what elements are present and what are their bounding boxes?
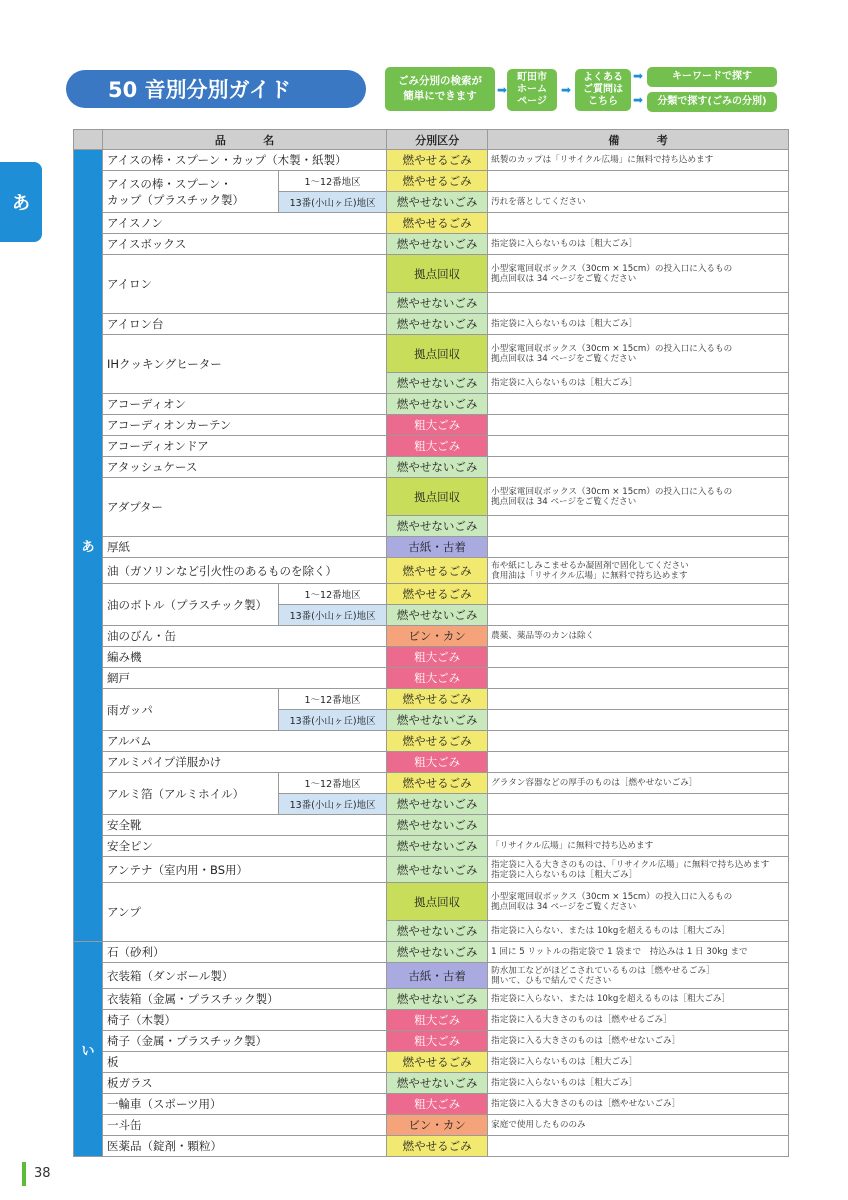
- category-badge: 燃やせるごみ: [387, 1052, 488, 1073]
- table-row: [74, 335, 789, 373]
- index-tab-a[interactable]: [0, 162, 42, 242]
- category-badge: 燃やせないごみ: [387, 794, 488, 815]
- table-row: [74, 457, 789, 478]
- category-badge: 粗大ごみ: [387, 668, 488, 689]
- table-row: [74, 1094, 789, 1115]
- table-row: [74, 1136, 789, 1157]
- index-tab-label: あ: [12, 193, 30, 214]
- item-name: 椅子（木製）: [103, 1010, 387, 1031]
- item-name: アコーディオンカーテン: [103, 415, 387, 436]
- table-row: [74, 883, 789, 921]
- table-row: [74, 537, 789, 558]
- item-header: 品 名: [103, 130, 387, 150]
- city-homepage-link[interactable]: 町田市 ホーム ページ: [507, 69, 557, 111]
- category-badge: 粗大ごみ: [387, 1031, 488, 1052]
- item-name: アルバム: [103, 731, 387, 752]
- note-text: 指定袋に入らない、または 10kgを超えるものは［粗大ごみ］: [488, 989, 789, 1010]
- category-badge: 燃やせないごみ: [387, 314, 488, 335]
- note-text: 小型家電回収ボックス（30cm × 15cm）の投入口に入るもの 拠点回収は 34 ページをご覧ください: [488, 883, 789, 921]
- note-text: [488, 415, 789, 436]
- note-text: 小型家電回収ボックス（30cm × 15cm）の投入口に入るもの 拠点回収は 34 ページをご覧ください: [488, 255, 789, 293]
- note-text: 指定袋に入らない、または 10kgを超えるものは［粗大ごみ］: [488, 921, 789, 942]
- note-text: [488, 293, 789, 314]
- note-text: 指定袋に入らないものは［粗大ごみ］: [488, 234, 789, 255]
- category-badge: 燃やせないごみ: [387, 815, 488, 836]
- item-name: 石（砂利）: [103, 942, 387, 963]
- item-name: 安全靴: [103, 815, 387, 836]
- category-badge: 粗大ごみ: [387, 1010, 488, 1031]
- note-text: 紙製のカップは「リサイクル広場」に無料で持ち込めます: [488, 150, 789, 171]
- item-name: アイスの棒・スプーン・カップ（木製・紙製）: [103, 150, 387, 171]
- sorting-guide-table: [73, 129, 789, 1157]
- category-badge: 燃やせないごみ: [387, 989, 488, 1010]
- item-name: 雨ガッパ: [103, 689, 279, 731]
- item-name: アンプ: [103, 883, 387, 942]
- note-text: [488, 171, 789, 192]
- district-label: 13番(小山ヶ丘)地区: [279, 192, 387, 213]
- note-text: 小型家電回収ボックス（30cm × 15cm）の投入口に入るもの 拠点回収は 34 ページをご覧ください: [488, 478, 789, 516]
- item-name: 椅子（金属・プラスチック製）: [103, 1031, 387, 1052]
- note-text: 汚れを落としてください: [488, 192, 789, 213]
- search-intro-box: ごみ分別の検索が 簡単にできます: [385, 67, 495, 111]
- arrow-right-icon: ➡: [633, 93, 644, 107]
- item-name: アダプター: [103, 478, 387, 537]
- table-row: [74, 857, 789, 883]
- district-label: 1〜12番地区: [279, 773, 387, 794]
- item-name: 板ガラス: [103, 1073, 387, 1094]
- category-badge: ビン・カン: [387, 1115, 488, 1136]
- category-badge: 燃やせるごみ: [387, 213, 488, 234]
- table-row: [74, 731, 789, 752]
- category-badge: 粗大ごみ: [387, 436, 488, 457]
- category-badge: 燃やせないごみ: [387, 836, 488, 857]
- category-badge: 燃やせないごみ: [387, 394, 488, 415]
- item-name: アタッシュケース: [103, 457, 387, 478]
- page-title: [66, 70, 366, 108]
- category-badge: 燃やせないごみ: [387, 192, 488, 213]
- note-text: 家庭で使用したもののみ: [488, 1115, 789, 1136]
- table-row: [74, 150, 789, 171]
- note-text: [488, 794, 789, 815]
- district-label: 13番(小山ヶ丘)地区: [279, 794, 387, 815]
- note-text: [488, 537, 789, 558]
- note-text: [488, 731, 789, 752]
- category-badge: 燃やせないごみ: [387, 373, 488, 394]
- item-name: 衣装箱（金属・プラスチック製）: [103, 989, 387, 1010]
- category-badge: ビン・カン: [387, 626, 488, 647]
- note-text: 防水加工などがほどこされているものは［燃やせるごみ］ 開いて、ひもで結んでください: [488, 963, 789, 989]
- district-label: 1〜12番地区: [279, 689, 387, 710]
- item-name: アイロン台: [103, 314, 387, 335]
- item-name: 医薬品（錠剤・顆粒）: [103, 1136, 387, 1157]
- table-row: [74, 171, 789, 192]
- table-row: [74, 815, 789, 836]
- item-name: 油（ガソリンなど引火性のあるものを除く）: [103, 558, 387, 584]
- item-name: アイスの棒・スプーン・ カップ（プラスチック製）: [103, 171, 279, 213]
- note-text: 指定袋に入らないものは［粗大ごみ］: [488, 373, 789, 394]
- note-text: [488, 584, 789, 605]
- table-row: [74, 668, 789, 689]
- item-name: アイロン: [103, 255, 387, 314]
- note-text: [488, 647, 789, 668]
- category-badge: 燃やせないごみ: [387, 293, 488, 314]
- item-name: 油のびん・缶: [103, 626, 387, 647]
- category-badge: 燃やせるごみ: [387, 584, 488, 605]
- item-name: 編み機: [103, 647, 387, 668]
- category-badge: 燃やせないごみ: [387, 234, 488, 255]
- note-text: 1 回に 5 リットルの指定袋で 1 袋まで 持込みは 1 日 30kg まで: [488, 942, 789, 963]
- note-text: [488, 710, 789, 731]
- category-badge: 拠点回収: [387, 335, 488, 373]
- table-row: [74, 989, 789, 1010]
- district-label: 1〜12番地区: [279, 171, 387, 192]
- note-text: [488, 213, 789, 234]
- table-row: [74, 1115, 789, 1136]
- item-name: アイスノン: [103, 213, 387, 234]
- note-text: 指定袋に入る大きさのものは、「リサイクル広場」に無料で持ち込めます 指定袋に入らないものは［粗大ごみ］: [488, 857, 789, 883]
- note-text: [488, 605, 789, 626]
- item-name: 板: [103, 1052, 387, 1073]
- page-title-text: 50 音別分別ガイド: [108, 78, 291, 102]
- table-row: [74, 1010, 789, 1031]
- note-text: 指定袋に入らないものは［粗大ごみ］: [488, 1073, 789, 1094]
- table-row: [74, 213, 789, 234]
- note-text: 指定袋に入る大きさのものは［燃やせないごみ］: [488, 1031, 789, 1052]
- category-badge: 粗大ごみ: [387, 647, 488, 668]
- note-text: 布や紙にしみこませるか凝固剤で固化してください 食用油は「リサイクル広場」に無料で持ち込めます: [488, 558, 789, 584]
- category-badge: 燃やせるごみ: [387, 731, 488, 752]
- note-text: 「リサイクル広場」に無料で持ち込めます: [488, 836, 789, 857]
- category-badge: 燃やせないごみ: [387, 516, 488, 537]
- item-name: 厚紙: [103, 537, 387, 558]
- district-label: 13番(小山ヶ丘)地区: [279, 605, 387, 626]
- category-badge: 粗大ごみ: [387, 752, 488, 773]
- note-text: 指定袋に入る大きさのものは［燃やせるごみ］: [488, 1010, 789, 1031]
- item-name: アルミパイプ洋服かけ: [103, 752, 387, 773]
- table-row: [74, 436, 789, 457]
- category-badge: 拠点回収: [387, 883, 488, 921]
- category-search-link[interactable]: 分類で探す(ごみの分別): [647, 92, 777, 112]
- note-text: [488, 516, 789, 537]
- item-name: 一輪車（スポーツ用）: [103, 1094, 387, 1115]
- table-row: [74, 584, 789, 605]
- item-name: 油のボトル（プラスチック製）: [103, 584, 279, 626]
- table-row: [74, 394, 789, 415]
- note-text: 指定袋に入らないものは［粗大ごみ］: [488, 1052, 789, 1073]
- note-text: [488, 815, 789, 836]
- table-row: [74, 1052, 789, 1073]
- item-name: アンテナ（室内用・BS用）: [103, 857, 387, 883]
- note-text: [488, 1136, 789, 1157]
- table-row: [74, 963, 789, 989]
- category-badge: 燃やせないごみ: [387, 942, 488, 963]
- item-name: 衣装箱（ダンボール製）: [103, 963, 387, 989]
- table-row: [74, 942, 789, 963]
- note-text: 農薬、薬品等のカンは除く: [488, 626, 789, 647]
- table-row: [74, 647, 789, 668]
- table-row: [74, 689, 789, 710]
- note-text: [488, 689, 789, 710]
- table-row: [74, 255, 789, 293]
- kana-header: [74, 130, 103, 150]
- table-row: [74, 773, 789, 794]
- keyword-search-link[interactable]: キーワードで探す: [647, 67, 777, 87]
- kana-index-cell: あ: [74, 150, 103, 942]
- category-badge: 燃やせるごみ: [387, 1136, 488, 1157]
- category-badge: 拠点回収: [387, 255, 488, 293]
- note-text: [488, 752, 789, 773]
- item-name: アコーディオンドア: [103, 436, 387, 457]
- table-row: [74, 415, 789, 436]
- category-badge: 粗大ごみ: [387, 415, 488, 436]
- category-badge: 燃やせないごみ: [387, 921, 488, 942]
- kana-index-cell: い: [74, 942, 103, 1157]
- table-header-row: [74, 130, 789, 150]
- category-badge: 燃やせないごみ: [387, 605, 488, 626]
- faq-link[interactable]: よくある ご質問は こちら: [575, 69, 631, 111]
- table-row: [74, 1073, 789, 1094]
- arrow-right-icon: ➡: [561, 83, 572, 97]
- category-header: 分別区分: [387, 130, 488, 150]
- note-text: 指定袋に入る大きさのものは［燃やせないごみ］: [488, 1094, 789, 1115]
- note-text: [488, 436, 789, 457]
- category-badge: 燃やせるごみ: [387, 150, 488, 171]
- note-text: [488, 457, 789, 478]
- note-text: [488, 394, 789, 415]
- item-name: 網戸: [103, 668, 387, 689]
- category-badge: 燃やせないごみ: [387, 710, 488, 731]
- table-row: [74, 234, 789, 255]
- item-name: 安全ピン: [103, 836, 387, 857]
- category-badge: 燃やせないごみ: [387, 857, 488, 883]
- category-badge: 燃やせるごみ: [387, 689, 488, 710]
- category-badge: 燃やせないごみ: [387, 457, 488, 478]
- category-badge: 古紙・古着: [387, 537, 488, 558]
- table-row: [74, 1031, 789, 1052]
- arrow-right-icon: ➡: [497, 83, 508, 97]
- note-text: 指定袋に入らないものは［粗大ごみ］: [488, 314, 789, 335]
- table-row: [74, 314, 789, 335]
- category-badge: 拠点回収: [387, 478, 488, 516]
- category-badge: 燃やせないごみ: [387, 1073, 488, 1094]
- item-name: 一斗缶: [103, 1115, 387, 1136]
- note-header: 備 考: [488, 130, 789, 150]
- table-row: [74, 478, 789, 516]
- district-label: 1〜12番地区: [279, 584, 387, 605]
- note-text: 小型家電回収ボックス（30cm × 15cm）の投入口に入るもの 拠点回収は 34 ページをご覧ください: [488, 335, 789, 373]
- arrow-right-icon: ➡: [633, 69, 644, 83]
- district-label: 13番(小山ヶ丘)地区: [279, 710, 387, 731]
- page-number: 38: [22, 1162, 51, 1186]
- item-name: アコーディオン: [103, 394, 387, 415]
- table-row: [74, 558, 789, 584]
- table-row: [74, 752, 789, 773]
- item-name: アルミ箔（アルミホイル）: [103, 773, 279, 815]
- category-badge: 燃やせるごみ: [387, 773, 488, 794]
- table-row: [74, 626, 789, 647]
- note-text: グラタン容器などの厚手のものは［燃やせないごみ］: [488, 773, 789, 794]
- table-row: [74, 836, 789, 857]
- item-name: IHクッキングヒーター: [103, 335, 387, 394]
- category-badge: 燃やせるごみ: [387, 558, 488, 584]
- item-name: アイスボックス: [103, 234, 387, 255]
- note-text: [488, 668, 789, 689]
- category-badge: 古紙・古着: [387, 963, 488, 989]
- category-badge: 燃やせるごみ: [387, 171, 488, 192]
- category-badge: 粗大ごみ: [387, 1094, 488, 1115]
